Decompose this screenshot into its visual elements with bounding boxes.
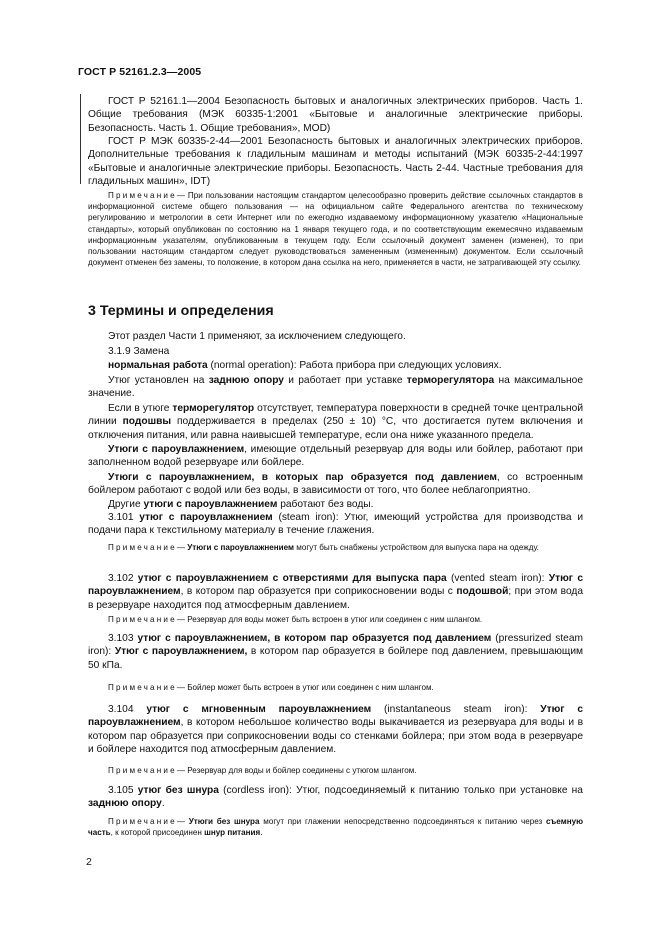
paragraph-rear-support: Утюг установлен на заднюю опору и работает при уставке терморегулятора на максимальное значение. (88, 375, 583, 400)
paragraph-no-thermostat: Если в утюге терморегулятор отсутствует, температура поверхности в средней точке центральной линии подошвы поддерживается в пределах (250 ± 10) °С, что достигается путем включения и отключения питания, или равна наивысшей температуре, если она ниже указанного предела. (88, 403, 584, 441)
paragraph-other-steam-irons: Другие утюги с пароувлажнением работают без воды. (108, 499, 374, 510)
clause-3-1-9: 3.1.9 Замена (108, 346, 170, 357)
note-3-103: Примечание— Бойлер может быть встроен в утюг или соединен с ним шлангом. (108, 683, 434, 692)
change-bar (80, 94, 81, 184)
reference-gost-iec-60335-2-44: ГОСТ Р МЭК 60335-2-44—2001 Безопасность бытовых и аналогичных электрических приборов. Дополнительные требования к гладильным машинам и методы испытаний (МЭК 60335-2-44:1997 «Бытовые и аналогичные электрические приборы. Безопасность. Часть 2-44. Частные требования для гладильных машин», IDT) (88, 136, 583, 188)
section-intro: Этот раздел Части 1 применяют, за исключением следующего. (108, 331, 406, 342)
note-3-105: Примечание— Утюги без шнура могут при глажении непосредственно подсоединяться к питанию через съемную часть, к которой присоединен шнур питания. (88, 817, 583, 838)
note-references: Примечание— При пользовании настоящим стандартом целесообразно проверить действие ссылочных стандартов в информационной системе общего пользования — на официальном сайте Федерального агентства по техническому регулированию и метрологии в сети Интернет или по ежегодно издаваемому информационному указателю «Национальные стандарты», который опубликован по состоянию на 1 января текущего года, и по соответствующим ежемесячно издаваемым информационным указателям, опубликованным в текущем году. Если ссылочный документ заменен (изменен), то при пользовании настоящим стандартом следует руководствоваться замененным (измененным) документом. Если ссылочный документ отменен без замены, то положение, в котором дана ссылка на него, применяется в части, не затрагивающей эту ссылку. (88, 191, 583, 268)
definition-3-103: 3.103 утюг с пароувлажнением, в котором пар образуется под давлением (pressurized steam iron): Утюг с пароувлажнением, в котором пар образуется в бойлере под давлением, превышающим 50 кПа. (88, 633, 584, 671)
reference-gost-52161-1: ГОСТ Р 52161.1—2004 Безопасность бытовых и аналогичных электрических приборов. Часть 1. Общие требования (МЭК 60335-1:2001 «Бытовые и аналогичные электрические приборы. Безопасность. Часть 1. Общие требования», MOD) (88, 96, 583, 134)
definition-3-101: 3.101 утюг с пароувлажнением (steam iron): Утюг, имеющий устройства для производства и подачи пара к текстильному материалу в течение глажения. (88, 512, 584, 537)
definition-3-104: 3.104 утюг с мгновенным пароувлажнением (instantaneous steam iron): Утюг с пароувлажнением, в котором небольшое количество воды выкачивается из резервуара для воды и в котором пар образуется при соприкосновении воды со стенками бойлера; при этом вода в резервуаре и бойлере находится под атмосферным давлением. (88, 704, 583, 756)
section-title: 3 Термины и определения (88, 303, 274, 319)
document-header: ГОСТ Р 52161.2.3—2005 (78, 66, 202, 78)
note-label: Примечание (108, 191, 177, 200)
definition-3-102: 3.102 утюг с пароувлажнением с отверстиями для выпуска пара (vented steam iron): Утюг с пароувлажнением, в котором пар образуется при соприкосновении воды с подошвой; при этом вода в резервуаре находится под атмосферным давлением. (88, 573, 584, 611)
definition-3-105: 3.105 утюг без шнура (cordless iron): Утюг, подсоединяемый к питанию только при установке на заднюю опору. (88, 785, 583, 810)
note-3-104: Примечание— Резервуар для воды и бойлер соединены с утюгом шлангом. (108, 766, 417, 775)
definition-normal-operation: нормальная работа (normal operation): Работа прибора при следующих условиях. (108, 360, 502, 371)
note-3-102: Примечание— Резервуар для воды может быть встроен в утюг или соединен с ним шлангом. (108, 615, 483, 624)
page-number: 2 (86, 856, 92, 868)
paragraph-steam-irons-reservoir: Утюги с пароувлажнением, имеющие отдельный резервуар для воды или бойлер, работают при заполненном водой резервуаре или бойлере. (88, 444, 583, 469)
note-3-101: Примечание— Утюги с пароувлажнением могут быть снабжены устройством для выпуска пара на одежду. (108, 543, 539, 552)
paragraph-pressurized-steam-irons: Утюги с пароувлажнением, в которых пар образуется под давлением, со встроенным бойлером работают с водой или без воды, в зависимости от того, что более неблагоприятно. (88, 472, 583, 497)
